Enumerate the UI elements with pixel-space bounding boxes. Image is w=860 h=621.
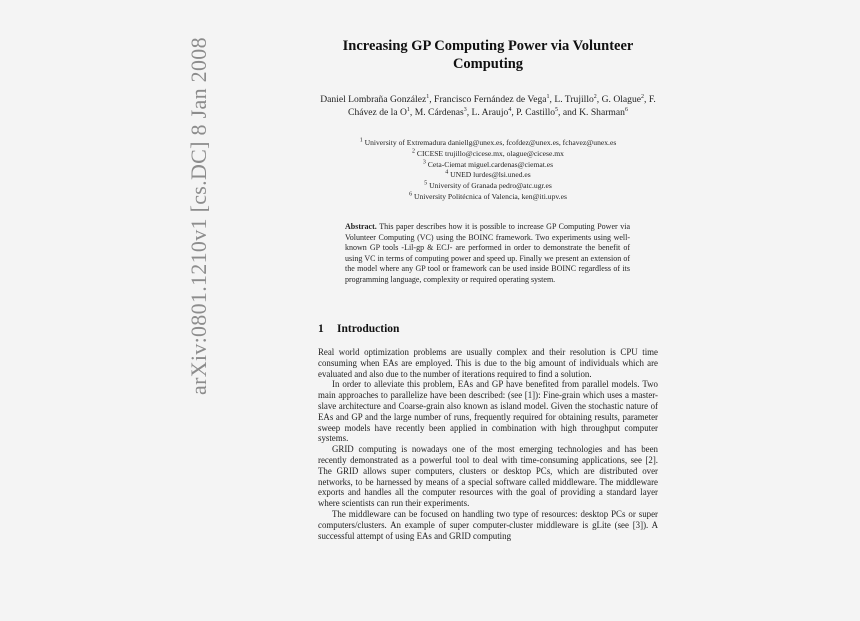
author-name: F. Chávez de la O [348,94,656,118]
affiliation-mark: 3 [422,159,426,166]
affiliation-text: UNED lurdes@lsi.uned.es [448,170,531,180]
author-name: K. Sharman [579,106,625,118]
author-name: L. Trujillo [554,94,594,105]
affiliation-mark: 4 [445,169,449,176]
author-name: L. Araujo [471,106,509,118]
author-name: G. Olague [601,94,642,105]
affiliation-line [318,192,658,203]
paragraph-1: Real world optimization problems are usually complex and their resolution is CPU time consuming when EAs are employed. This is due to the big amount of individuals which are evaluated and also due to the number of iterations required to find a solution. [318,347,658,379]
author-conjunction: and [562,106,577,118]
affiliation-line [318,181,658,192]
affiliation-mark: 5 [424,180,428,187]
affiliation-line [318,160,658,171]
author-affiliation-mark: 1 [426,93,430,100]
author-affiliation-mark: 1 [546,93,550,100]
author-affiliation-mark: 6 [624,106,628,113]
author-name: Francisco Fernández de Vega [434,94,547,105]
affiliation-text: University of Granada pedro@atc.ugr.es [427,181,552,191]
paragraph-4: The middleware can be focused on handling two type of resources: desktop PCs or super computers/clusters. An example of super computer-cluster middleware is gLite (see [3]). A successful attempt of using EAs and GRID computing [318,508,658,541]
paragraph-2: In order to alleviate this problem, EAs and GP have benefited from parallel models. Two main approaches to parallelize have been described: (see [1]): Fine-grain which uses a master-slave architecture and Coarse-grain also known as island model. Given the stochastic nature of EAs and GP and the large number of runs, frequently required for obtaining results, parameter sweep models have recently been applied in combination with high throughput computer systems. [318,379,658,444]
affiliation-text: University of Extremadura daniellg@unex.es, fcofdez@unex.es, fchavez@unex.es [362,138,617,147]
author-list: Daniel Lombraña González$^1$, Francisco Fernández de Vega$^1$, L. Trujillo$^2$, G. Olague$^2$, F. Chávez de la $O^1$, M. Cárdenas$^3$, L. Araujo$^4$, P. Castillo$^5$, and K. Sharman$^6$ [320,93,656,118]
author-name: P. Castillo [516,106,556,118]
affiliation-list [318,138,658,203]
affiliation-mark: 1 [359,137,363,144]
affiliation-text: University Politécnica of Valencia, ken@iti.upv.es [412,191,567,201]
author-affiliation-mark: 2 [593,93,597,100]
abstract [345,222,630,286]
section-title: Introduction [337,323,400,335]
section-heading [318,323,399,335]
author-name: Daniel Lombraña González [320,94,427,105]
affiliation-line [318,170,658,181]
author-name: M. Cárdenas [414,106,464,118]
author-affiliation-mark: 4 [508,106,512,113]
author-affiliation-mark: 2 [641,93,645,100]
section-number: 1 [318,323,324,335]
paragraph-3: GRID computing is nowadays one of the most emerging technologies and has been recently demonstrated as a powerful tool to deal with time-consuming applications, see [2]. The GRID allows super computers, clusters or desktop PCs, which are distributed over networks, to be harnessed by means of a special software called middleware. The middleware exports and handles all the computer resources with the goal of providing a standard layer where scientists can run their experiments. [318,444,658,509]
affiliation-text: CICESE trujillo@cicese.mx, olague@cicese.mx [415,148,564,158]
paper-title: Increasing GP Computing Power via Volunteer Computing [342,38,634,72]
affiliation-line [318,149,658,160]
affiliation-mark: 6 [409,191,413,198]
affiliation-text: Ceta-Ciemat miguel.cardenas@ciemat.es [425,159,554,169]
abstract-label: Abstract. [345,222,377,231]
author-affiliation-mark: 1 [406,106,410,113]
body-text [318,347,658,541]
affiliation-line [318,138,658,149]
abstract-text: This paper describes how it is possible to increase GP Computing Power via Volunteer Computing (VC) using the BOINC framework. Two experiments using well-known GP tools -Lil-gp & ECJ- are performed in order to demonstrate the benefit of using VC in terms of computing power and speed up. Finally we present an extension of the model where any GP tool or framework can be used inside BOINC regardless of its programming language, complexity or required operating system. [345,222,631,284]
arxiv-identifier: arXiv:0801.1210v1 [cs.DC] 8 Jan 2008 [186,37,211,395]
affiliation-mark: 2 [412,148,416,155]
author-affiliation-mark: 3 [463,106,467,113]
author-affiliation-mark: 5 [555,106,559,113]
